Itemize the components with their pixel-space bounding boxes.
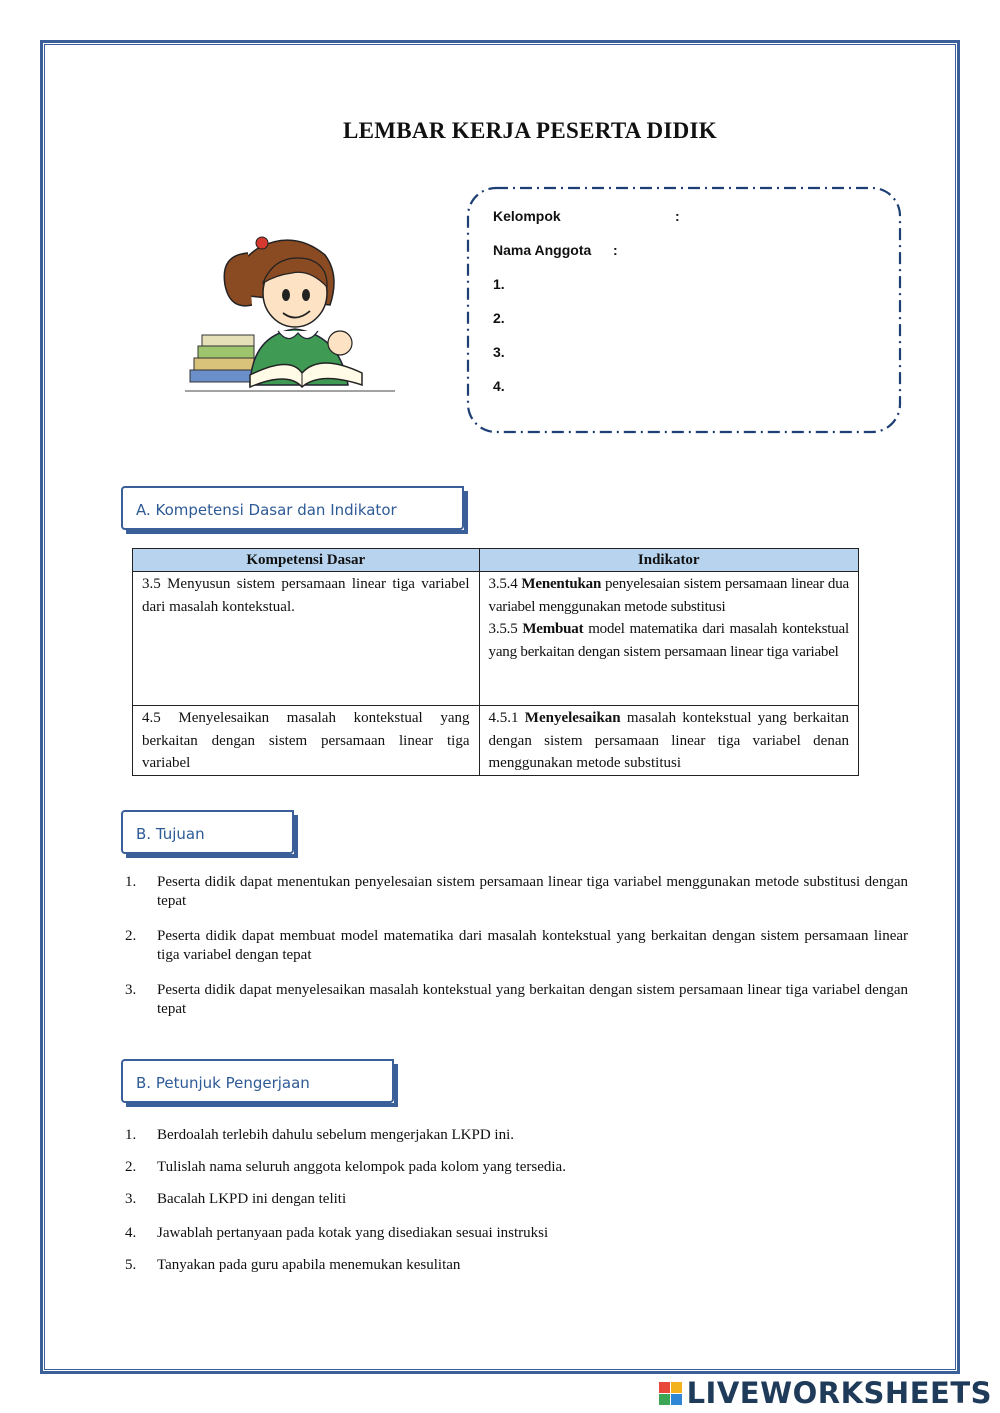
member-number-1: 1. <box>493 276 505 292</box>
indikator-3-5-5 <box>489 618 849 663</box>
list-item <box>120 873 908 911</box>
col-header-indikator: Indikator <box>479 549 858 572</box>
indikator-code: 4.5.1 <box>488 710 519 726</box>
logo-square <box>659 1382 670 1393</box>
list-text: Bacalah LKPD ini dengan teliti <box>157 1191 347 1207</box>
table-row <box>133 706 859 776</box>
list-text: Tanyakan pada guru apabila menemukan kesulitan <box>157 1257 461 1273</box>
list-text: Peserta didik dapat menentukan penyelesaian sistem persamaan linear tiga variabel menggunakan metode substitusi dengan tepat <box>157 874 908 909</box>
girl-reading-illustration <box>180 225 400 405</box>
list-item <box>120 1190 908 1209</box>
indikator-text: model matematika dari masalah kontekstual yang berkaitan dengan sistem persamaan linear tiga variabel <box>488 621 849 660</box>
liveworksheets-icon <box>659 1382 682 1405</box>
logo-square <box>671 1382 682 1393</box>
table-row <box>133 572 859 706</box>
list-item <box>120 981 908 1019</box>
indikator-verb: Membuat <box>522 621 584 637</box>
indikator-verb: Menentukan <box>521 576 602 592</box>
petunjuk-list <box>120 1126 908 1275</box>
list-number: 1. <box>125 874 137 890</box>
indikator-cell-4-5 <box>479 706 858 776</box>
list-number: 1. <box>125 1127 137 1143</box>
list-text: Tulislah nama seluruh anggota kelompok pada kolom yang tersedia. <box>157 1159 566 1175</box>
list-text: Berdoalah terlebih dahulu sebelum mengerjakan LKPD ini. <box>157 1127 514 1143</box>
logo-square <box>659 1394 670 1405</box>
indikator-3-5-4 <box>489 573 849 618</box>
list-text: Jawablah pertanyaan pada kotak yang disediakan sesuai instruksi <box>157 1225 549 1241</box>
list-item <box>120 1256 908 1275</box>
section-c-heading: B. Petunjuk Pengerjaan <box>121 1059 394 1103</box>
list-item <box>120 1158 908 1177</box>
brand-name: LIVEWORKSHEETS <box>686 1376 992 1410</box>
kd-cell-4-5: 4.5 Menyelesaikan masalah kontekstual yang berkaitan dengan sistem persamaan linear tiga variabel <box>133 706 480 776</box>
list-item <box>120 1224 908 1243</box>
nama-anggota-colon: : <box>613 242 618 258</box>
competency-table <box>132 548 859 776</box>
indikator-cell-3-5 <box>479 572 858 706</box>
table-header-row <box>133 549 859 572</box>
logo-square <box>671 1394 682 1405</box>
indikator-verb: Menyelesaikan <box>524 710 621 726</box>
list-text: Peserta didik dapat menyelesaikan masalah kontekstual yang berkaitan dengan sistem persamaan linear tiga variabel dengan tepat <box>157 982 908 1017</box>
list-number: 3. <box>125 982 137 998</box>
tujuan-list <box>120 873 908 1019</box>
col-header-kompetensi: Kompetensi Dasar <box>133 549 480 572</box>
list-number: 3. <box>125 1191 137 1207</box>
member-number-3: 3. <box>493 344 505 360</box>
kelompok-colon: : <box>675 208 680 224</box>
indikator-code: 3.5.5 <box>488 621 518 637</box>
list-text: Peserta didik dapat membuat model matematika dari masalah kontekstual yang berkaitan dengan sistem persamaan linear tiga variabel dengan tepat <box>157 928 908 963</box>
section-a-heading: A. Kompetensi Dasar dan Indikator <box>121 486 464 530</box>
kd-cell-3-5: 3.5 Menyusun sistem persamaan linear tiga variabel dari masalah kontekstual. <box>133 572 480 706</box>
list-number: 2. <box>125 1159 137 1175</box>
list-number: 2. <box>125 928 137 944</box>
list-number: 4. <box>125 1225 137 1241</box>
indikator-code: 3.5.4 <box>488 576 518 592</box>
indikator-text: masalah kontekstual yang berkaitan dengan sistem persamaan linear tiga variabel denan menggunakan metode substitusi <box>488 710 850 771</box>
kelompok-label: Kelompok <box>493 208 561 224</box>
page-title: LEMBAR KERJA PESERTA DIDIK <box>343 118 717 143</box>
section-b-heading: B. Tujuan <box>121 810 294 854</box>
liveworksheets-logo[interactable] <box>659 1375 992 1411</box>
indikator-text: penyelesaian sistem persamaan linear dua variabel menggunakan metode substitusi <box>488 576 849 615</box>
list-item <box>120 1126 908 1145</box>
list-number: 5. <box>125 1257 137 1273</box>
list-item <box>120 927 908 965</box>
member-number-2: 2. <box>493 310 505 326</box>
member-number-4: 4. <box>493 378 505 394</box>
nama-anggota-label: Nama Anggota <box>493 242 592 258</box>
